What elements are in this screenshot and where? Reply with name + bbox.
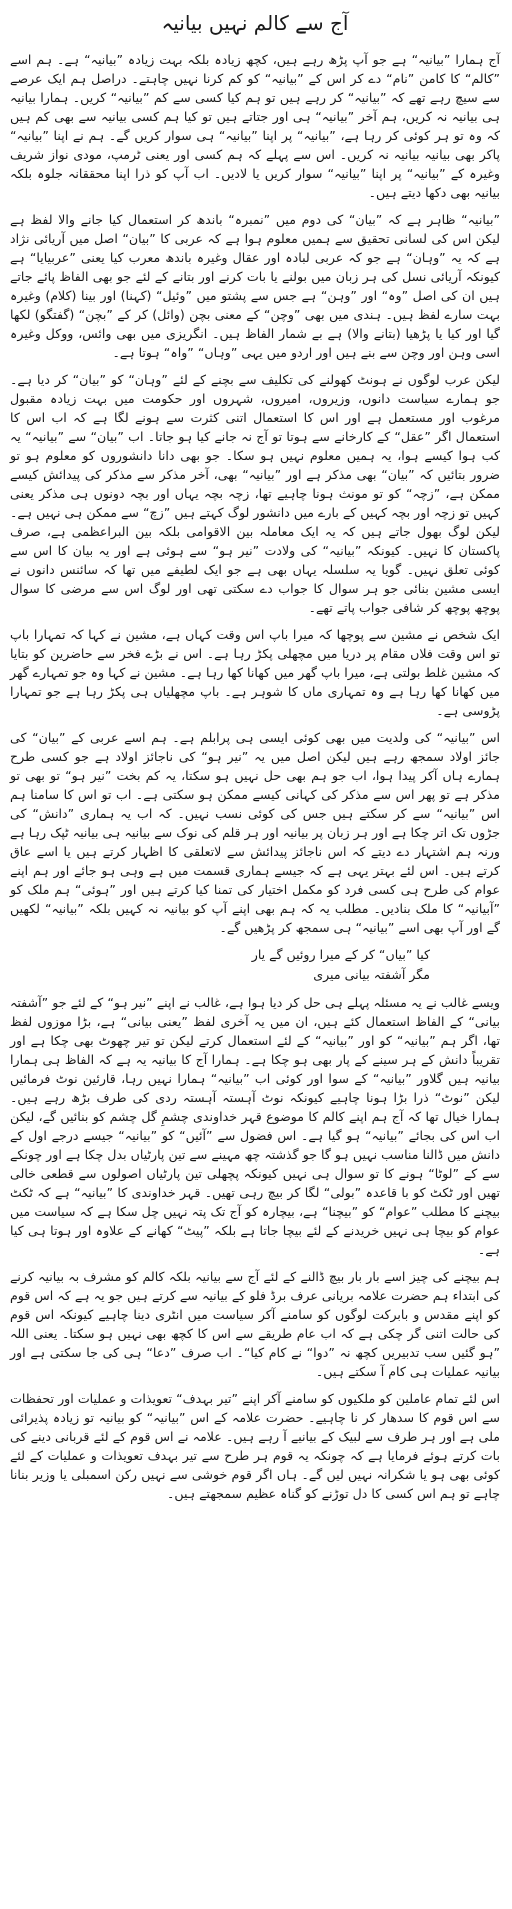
article-paragraph: ایک شخص نے مشین سے پوچھا کہ میرا باپ اس وقت کہاں ہے، مشین نے کہا کہ تمہارا باپ تو اس وقت فلاں مقام پر دریا میں مچھلی پکڑ رہا ہے۔ اس نے بڑے فخر سے حاضرین کو بتایا کہ مشین غلط بولتی ہے، میرا باپ گھر میں کھانا کھا رہا ہے۔ مشین نے کہا وہ جو تمہارے گھر میں کھانا کھا رہا ہے وہ تمہاری ماں کا شوہر ہے۔ باپ مچھلیاں ہی پکڑ رہا ہے جو تمہارا پڑوسی ہے۔ [10, 627, 500, 718]
article-headline: آج سے کالم نہیں بیانیہ [161, 11, 349, 35]
article-paragraph: اس ”بیانیہ“ کی ولدیت میں بھی کوئی ایسی ہی پرابلم ہے۔ ہم اسے عربی کے ”بیان“ کی جائز اولاد سمجھ رہے ہیں لیکن اصل میں یہ ”نیر ہو“ کی ناجائز اولاد ہے جو کسی طرح ہمارے ہاں آکر پیدا ہوا، اب جو ہم بھی حل نہیں ہو سکتا، یہ کم بخت ”نیر ہو“ تو بھی تو مذکر ہے تو پھر اس سے مذکر کی کہانی کیسے ممکن ہو سکتی ہے۔ اب تو اس کا سامنا ہم اس ”بیانیہ“ سے کر سکتے ہیں جس کی کوئی نسب نہیں۔ کہ اب یہ ہماری ”دانش“ کی جڑوں تک اتر چکا ہے اور ہر زبان پر بیانیہ اور ہر قلم کی نوک سے بیانیہ ہی بیانیہ ٹپک رہا ہے ورنہ ہم اشتہار دے دیتے کہ اس ناجائز پیدائش سے لاتعلقی کا اظہار کرتے ہیں یا اسے عاق کرتے ہیں۔ اس لئے بہتر یہی ہے کہ جیسے ہماری قسمت میں ہے وہی ہو جائے اور ہم اپنے عوام کی طرح ہی کسی فرد کو مکمل اختیار کی تمنا کیا کرتے ہیں اور ”ہوئی“ ہم ملک کو ”آبیانیہ“ کا ملک بنادیں۔ مطلب یہ کہ ہم بھی اپنے آپ کو بیانیہ نہ کہیں بلکہ ”بیانیہ“ لکھیں گے اور آپ بھی اسے ”بیانیہ“ ہی سمجھ کر پڑھیں گے۔ [10, 730, 500, 935]
poetry-line: مگر آشفتہ بیانی میری [313, 967, 430, 982]
article-paragraph: لیکن عرب لوگوں نے ہونٹ کھولنے کی تکلیف سے بچنے کے لئے ”وہان“ کو ”بیان“ کر دیا ہے۔ جو ہمارے سیاست دانوں، وزیروں، امیروں، شہروں اور حکومت میں بہت زیادہ مقبول مرغوب اور مستعمل ہے اور اس کا استعمال اتنی کثرت سے ہونے لگا ہے کہ اب اس کا استعمال اگر ”عقل“ کے کارخانے سے ہوتا تو آج نہ جانے کیا ہو جاتا۔ اب ”بیان“ سے ”بیانیہ“ یہ کب ہوا کیسے ہوا، یہ ہمیں معلوم نہیں ہو سکا۔ جو بھی دانا دانشوروں کو معلوم ہو تو ضرور بتائیں کہ ”بیان“ بھی مذکر ہے اور ”بیانیہ“ بھی، آخر مذکر سے مذکر کی پیدائش کیسے ممکن ہے، ”زچہ“ کو تو مونث ہونا چاہیے تھا، زچہ بچہ یہاں اور بچہ دونوں ہی مذکر یعنی کہیں تو زچہ اور بچہ کہیں کے بارے میں دانشور لوگ کہتے ہیں ”زچ“ سے ممکن ہی نہیں ہے۔ لیکن لوگ بھول جاتے ہیں کہ یہ ایک معاملہ بین الاقوامی بلکہ بین البراعظمی ہے، صرف پاکستان کا نہیں۔ کیونکہ ”بیانیہ“ کی ولادت ”نیر ہو“ سے ہوئی ہے اور یہ بیان کا اس سے کوئی تعلق نہیں۔ گویا یہ سلسلہ یہاں بھی ہے جو ایک لطیفے میں تھا کہ سائنس دانوں نے ایسی مشین بنائی جو ہر سوال کا جواب دے سکتی تھی اور لوگ اس سے مرضی کا سوال پوچھ پوچھ کر شافی جواب پاتے تھے۔ [10, 372, 500, 615]
poetry-couplet [10, 945, 500, 985]
article-paragraph: اس لئے تمام عاملین کو ملکیوں کو سامنے آکر اپنے ”تیر بہدف“ تعویذات و عملیات اور تحفظات سے اس قوم کا سدھار کر نا چاہیے۔ حضرت علامہ کے اس ”بیانیہ“ کو بیانیہ تو زیادہ پذیرائی ملی ہے اور ہر طرف سے لبیک کے بیانیے آ رہے ہیں۔ علامہ نے اس قوم کے لئے قربانی دینے کی بات کرتے ہوئے فرمایا ہے کہ چونکہ یہ قوم ہر طرح سے تیر بہدف تعویذات و عملیات کے لئے کوئی بھی ہو یا شکرانہ نہیں لیں گے۔ ہاں اگر قوم خوشی سے نہیں رکن اسمبلی یا وزیر بنانا چاہے تو ہم اس کسی کا دل توڑنے کو گناہ عظیم سمجھتے ہیں۔ [10, 1391, 500, 1501]
article-paragraph: ہم بیچنے کی چیز اسے بار بار بیچ ڈالنے کے لئے آج سے بیانیہ بلکہ کالم کو مشرف بہ بیانیہ کرنے کی ابتداء ہم حضرت علامہ بریانی عرف برڈ فلو کے بیانیہ سے کرتے ہیں جو یہ ہے کہ اس قوم کو اپنے مقدس و بابرکت لوگوں کو سامنے آکر سیاست میں انٹری دینا چاہیے کیونکہ اس قوم کی حالت اتنی گر چکی ہے کہ اب عام طریقے سے اس کا کچھ بھی نہیں ہو سکتا۔ یعنی اللہ ”ہو گئیں سب تدبیریں کچھ نہ ”دوا“ نے کام کیا“۔ اب صرف ”دعا“ ہی کی جا سکتی ہے اور بیانیہ عملیات ہی کام آ سکتے ہیں۔ [10, 1269, 500, 1379]
article-paragraph: ویسے غالب نے یہ مسئلہ پہلے ہی حل کر دیا ہوا ہے، غالب نے اپنے ”نیر ہو“ کے لئے جو ”آشفتہ بیانی“ کے الفاظ استعمال کئے ہیں، ان میں یہ آخری لفظ ”یعنی بیانی“ ہے، بڑا موزوں لفظ تھا، اگر ہم ”بیانیہ“ کو اور ”بیانیہ“ کے لئے استعمال کرتے لیکن تو تیر چھوٹ بھی چکا ہے اور تقریباً دانش کے ہر سینے کے پار بھی ہو چکا ہے۔ ہمارا آج کا بیانیہ یہ ہے کہ الفاظ ہی ہمارا بیانیہ ہیں گلاور ”بیانیہ“ کے سوا اور کوئی اب ”بیانیہ“ ہمارا نہیں رہا، قارئین نوٹ فرمائیں لیکن ”نوٹ“ ذرا بڑا ہونا چاہیے کیونکہ نوٹ آہستہ آہستہ ردی کی طرف بڑھ رہے ہیں۔ ہمارا خیال تھا کہ آج ہم اپنے کالم کا موضوع قہر خداوندی چشمِ گل چشم کو بنائیں گے، لیکن اب اس کی بجائے ”بیانیہ“ ہو گیا ہے۔ اس فضول سے ”آئیں“ کو ”بیانیہ“ جیسے درجے اول کے دانش میں ڈالنا مناسب نہیں ہو گا جو گذشتہ چھ مہینے سے تین پارٹیاں بدل چکا ہے اور چونکے سے کے ”لوٹا“ ہونے کا تو سوال ہی نہیں کیونکہ پچھلی تین پارٹیاں اصولوں سے قطعی خالی تھیں اور ٹکٹ کو با قاعدہ ”بولی“ لگا کر بیچ رہی تھیں۔ قہر خداوندی کا ”بیانیہ“ ہے کہ ٹکٹ بیچنے کا مطلب ”عوام“ کو ”بیچنا“ ہے، بیچارہ کو آج تک پتہ نہیں چل سکا ہے کہ سیاست میں عوام کو بیچا ہی نہیں خریدنے کے لئے بیچا جاتا ہے بلکہ ”پیٹ“ کھانے کے علاوہ اور ہوتا ہی کیا ہے۔ [10, 995, 500, 1257]
article-paragraph: ”بیانیہ“ ظاہر ہے کہ ”بیان“ کی دوم میں ”نمبرہ“ باندھ کر استعمال کیا جانے والا لفظ ہے لیکن اس کی لسانی تحقیق سے ہمیں معلوم ہوا ہے کہ عربی کا ”بیان“ اصل میں آریائی نژاد ہے کہ یہ ”وہان“ ہے جو کہ عربی لبادہ اور عقال وغیرہ باندھ معرب کیا یعنی ”عربیایا“ ہے کیونکہ آریائی نسل کی ہر زبان میں بولنے یا بات کرنے اور بتانے کے لئے جو بھی الفاظ پائے جاتے ہیں ان کی اصل ”وہ“ اور ”وہن“ ہے جس سے پشتو میں ”وئیل“ (کہنا) اور بینا (کلام) وغیرہ بہت سارے لفظ ہیں۔ ہندی میں بھی ”وچن“ کے معنی بچن (وائل) کر کے ”بچن“ (گفتگو) لکھا گیا اور کیا یا پڑھیا (بتانے والا) ہے بے شمار الفاظ ہیں۔ انگریزی میں بھی وائس، ووکل وغیرہ اسی وہن اور وچن سے بنے ہیں اور اردو میں یہی ”وہاں“ ”واہ“ ہوتا ہے۔ [10, 212, 500, 360]
poetry-line: کیا ”بیاں“ کر کے میرا روئیں گے یار [251, 947, 430, 962]
article-paragraph: آج ہمارا ”بیانیہ“ ہے جو آپ پڑھ رہے ہیں، کچھ زیادہ بلکہ بہت زیادہ ”بیانیہ“ ہے۔ ہم اسے ”کالم“ کا کامن ”نام“ دے کر اس کے ”بیانیہ“ کو کم کرنا نہیں چاہتے۔ دراصل ہم ایک عرصے سے سیچ رہے تھے کہ ”بیانیہ“ کر رہے ہیں تو ہم کیا کسی سے کم ”بیانیہ“ کریں۔ ہمارا بیانیہ ہی بیانیہ نہ کریں، ہم آخر ”بیانیہ“ ہی اور جتاتے ہیں تو کیا ہم کسی بیانیہ سے بھی کم ہیں کہ وہ تو ہر کوئی کر رہا ہے، ”بیانیہ“ پر اپنا ”بیانیہ“ ہی سوار کریں گے۔ ہم نے اپنا ”بیانیہ“ پاکر بھی بیانیہ بیانیہ نہ کریں۔ اس سے پہلے کہ ہم کسی اور یعنی ٹرمپ، مودی نواز شریف وغیرہ کے ”بیانیہ“ پر اپنا ”بیانیہ“ سوار کریں یا لادیں۔ اب آپ کو ذرا اپنا محققانہ جلوہ بلکہ بیانیہ بھی دکھا دیتے ہیں۔ [10, 52, 500, 200]
